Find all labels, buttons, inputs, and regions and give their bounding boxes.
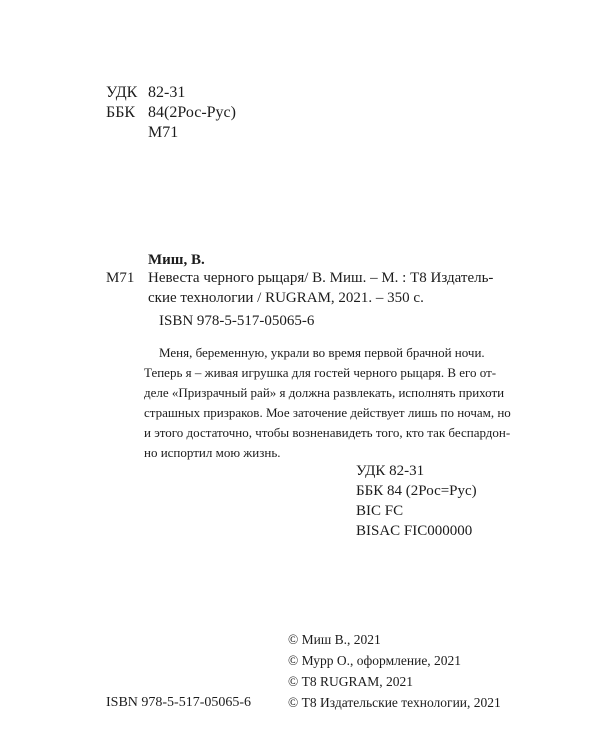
copyright-line: © Т8 RUGRAM, 2021	[288, 674, 414, 689]
annotation-line: страшных призраков. Мое заточение действует лишь по ночам, но	[144, 405, 511, 420]
bib-line-2: ские технологии / RUGRAM, 2021. – 350 с.	[148, 290, 424, 306]
udk-line	[106, 83, 185, 103]
classification-udk: УДК 82-31	[356, 463, 425, 479]
footer-isbn: ISBN 978-5-517-05065-6	[106, 695, 252, 710]
copyright-line: © Т8 Издательские технологии, 2021	[288, 695, 501, 710]
classification-bisac: BISAC FIC000000	[356, 523, 473, 539]
bib-line-1: Невеста черного рыцаря/ В. Миш. – М. : Т8 Издатель-	[148, 270, 494, 286]
bbk-value: 84(2Рос-Рус)	[148, 104, 236, 121]
author-name: Миш, В.	[148, 252, 205, 268]
annotation-line: но испортил мою жизнь.	[144, 445, 281, 460]
bbk-label: ББК	[106, 104, 136, 121]
bib-isbn: ISBN 978-5-517-05065-6	[159, 313, 315, 329]
annotation-line: и этого достаточно, чтобы возненавидеть того, кто так беспардон-	[144, 425, 511, 440]
udk-value: 82-31	[148, 84, 186, 101]
bib-author-mark: М71	[106, 270, 135, 286]
annotation	[144, 343, 511, 463]
annotation-line: Меня, беременную, украли во время первой брачной ночи.	[159, 345, 485, 360]
classification-block	[356, 461, 477, 541]
author-mark-top: М71	[148, 124, 179, 141]
copyright-block	[288, 629, 501, 713]
copyright-line: © Мурр О., оформление, 2021	[288, 653, 462, 668]
classification-bic: BIC FC	[356, 503, 404, 519]
annotation-line: Теперь я – живая игрушка для гостей черного рыцаря. В его от-	[144, 365, 497, 380]
annotation-line: деле «Призрачный рай» я должна развлекать, исполнять прихоти	[144, 385, 505, 400]
copyright-line: © Миш В., 2021	[288, 632, 381, 647]
bbk-line	[106, 103, 236, 123]
classification-bbk: ББК 84 (2Рос=Рус)	[356, 483, 477, 499]
udk-label: УДК	[106, 84, 138, 101]
